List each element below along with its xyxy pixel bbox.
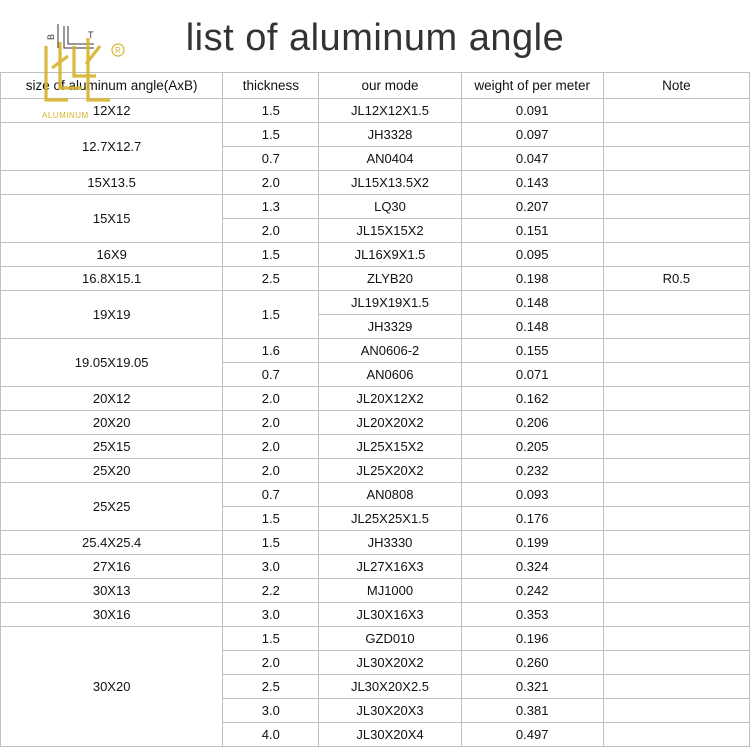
cell-size: 25X25 bbox=[1, 483, 223, 531]
cell-mode: JL25X15X2 bbox=[319, 435, 461, 459]
header-size: size of aluminum angle(AxB) bbox=[1, 73, 223, 99]
page-title: list of aluminum angle bbox=[185, 17, 565, 59]
cell-weight: 0.148 bbox=[461, 291, 603, 315]
cell-weight: 0.497 bbox=[461, 723, 603, 747]
cell-mode: JL30X20X2.5 bbox=[319, 675, 461, 699]
cell-thickness: 2.0 bbox=[223, 459, 319, 483]
cell-size: 30X20 bbox=[1, 627, 223, 747]
cell-thickness: 1.5 bbox=[223, 243, 319, 267]
cell-thickness: 1.5 bbox=[223, 627, 319, 651]
cell-thickness: 2.0 bbox=[223, 387, 319, 411]
table-row bbox=[1, 291, 750, 315]
cell-mode: JH3328 bbox=[319, 123, 461, 147]
cell-thickness: 2.0 bbox=[223, 651, 319, 675]
cell-weight: 0.095 bbox=[461, 243, 603, 267]
cell-note bbox=[603, 699, 749, 723]
cell-weight: 0.353 bbox=[461, 603, 603, 627]
cell-mode: JL27X16X3 bbox=[319, 555, 461, 579]
cell-weight: 0.091 bbox=[461, 99, 603, 123]
cell-note bbox=[603, 171, 749, 195]
cell-thickness: 1.5 bbox=[223, 507, 319, 531]
cell-mode: AN0808 bbox=[319, 483, 461, 507]
cell-weight: 0.206 bbox=[461, 411, 603, 435]
cell-note bbox=[603, 723, 749, 747]
cell-size: 15X15 bbox=[1, 195, 223, 243]
cell-weight: 0.207 bbox=[461, 195, 603, 219]
table-row bbox=[1, 627, 750, 651]
cell-note bbox=[603, 435, 749, 459]
cell-note bbox=[603, 459, 749, 483]
cell-thickness: 2.2 bbox=[223, 579, 319, 603]
cell-note bbox=[603, 675, 749, 699]
cell-thickness: 2.5 bbox=[223, 675, 319, 699]
cell-mode: MJ1000 bbox=[319, 579, 461, 603]
cell-thickness: 1.5 bbox=[223, 291, 319, 339]
table-row bbox=[1, 99, 750, 123]
cell-size: 25X20 bbox=[1, 459, 223, 483]
cell-mode: JL25X20X2 bbox=[319, 459, 461, 483]
angle-profile-diagram bbox=[44, 22, 100, 50]
cell-thickness: 3.0 bbox=[223, 699, 319, 723]
header-weight: weight of per meter bbox=[461, 73, 603, 99]
cell-note bbox=[603, 507, 749, 531]
cell-size: 19.05X19.05 bbox=[1, 339, 223, 387]
cell-weight: 0.198 bbox=[461, 267, 603, 291]
cell-mode: GZD010 bbox=[319, 627, 461, 651]
table-row bbox=[1, 435, 750, 459]
cell-weight: 0.260 bbox=[461, 651, 603, 675]
cell-size: 30X13 bbox=[1, 579, 223, 603]
cell-note bbox=[603, 147, 749, 171]
cell-mode: AN0606 bbox=[319, 363, 461, 387]
cell-thickness: 0.7 bbox=[223, 483, 319, 507]
diagram-label-t: T bbox=[88, 30, 94, 40]
cell-weight: 0.321 bbox=[461, 675, 603, 699]
cell-mode: AN0404 bbox=[319, 147, 461, 171]
cell-size: 19X19 bbox=[1, 291, 223, 339]
cell-thickness: 3.0 bbox=[223, 603, 319, 627]
diagram-label-b: B bbox=[46, 33, 56, 40]
cell-weight: 0.196 bbox=[461, 627, 603, 651]
cell-mode: JL15X15X2 bbox=[319, 219, 461, 243]
cell-note bbox=[603, 555, 749, 579]
cell-thickness: 1.6 bbox=[223, 339, 319, 363]
cell-mode: JL30X20X2 bbox=[319, 651, 461, 675]
cell-weight: 0.232 bbox=[461, 459, 603, 483]
table-row bbox=[1, 123, 750, 147]
cell-size: 27X16 bbox=[1, 555, 223, 579]
header-mode: our mode bbox=[319, 73, 461, 99]
cell-size: 16X9 bbox=[1, 243, 223, 267]
cell-note bbox=[603, 339, 749, 363]
cell-note bbox=[603, 291, 749, 315]
table-body bbox=[1, 99, 750, 747]
cell-weight: 0.324 bbox=[461, 555, 603, 579]
cell-note: R0.5 bbox=[603, 267, 749, 291]
cell-mode: JL12X12X1.5 bbox=[319, 99, 461, 123]
cell-weight: 0.205 bbox=[461, 435, 603, 459]
cell-mode: JL20X12X2 bbox=[319, 387, 461, 411]
cell-size: 20X12 bbox=[1, 387, 223, 411]
table-row bbox=[1, 531, 750, 555]
cell-thickness: 2.0 bbox=[223, 435, 319, 459]
table-row bbox=[1, 579, 750, 603]
table-row bbox=[1, 483, 750, 507]
header-note: Note bbox=[603, 73, 749, 99]
cell-weight: 0.162 bbox=[461, 387, 603, 411]
cell-mode: JL30X20X4 bbox=[319, 723, 461, 747]
cell-weight: 0.151 bbox=[461, 219, 603, 243]
aluminum-angle-table bbox=[0, 72, 750, 747]
table-row bbox=[1, 555, 750, 579]
cell-size: 25.4X25.4 bbox=[1, 531, 223, 555]
cell-mode: JL15X13.5X2 bbox=[319, 171, 461, 195]
cell-weight: 0.071 bbox=[461, 363, 603, 387]
table-row bbox=[1, 387, 750, 411]
cell-weight: 0.199 bbox=[461, 531, 603, 555]
cell-note bbox=[603, 483, 749, 507]
cell-mode: JL19X19X1.5 bbox=[319, 291, 461, 315]
cell-mode: JL25X25X1.5 bbox=[319, 507, 461, 531]
cell-weight: 0.155 bbox=[461, 339, 603, 363]
cell-note bbox=[603, 195, 749, 219]
cell-size: 25X15 bbox=[1, 435, 223, 459]
logo-brand-text: ALUMINUM bbox=[42, 111, 89, 120]
cell-mode: JH3330 bbox=[319, 531, 461, 555]
cell-weight: 0.097 bbox=[461, 123, 603, 147]
cell-size: 20X20 bbox=[1, 411, 223, 435]
cell-note bbox=[603, 603, 749, 627]
cell-thickness: 2.0 bbox=[223, 219, 319, 243]
cell-size: 15X13.5 bbox=[1, 171, 223, 195]
cell-mode: ZLYB20 bbox=[319, 267, 461, 291]
cell-thickness: 1.5 bbox=[223, 531, 319, 555]
cell-note bbox=[603, 315, 749, 339]
cell-note bbox=[603, 651, 749, 675]
cell-mode: JL20X20X2 bbox=[319, 411, 461, 435]
cell-thickness: 2.0 bbox=[223, 411, 319, 435]
cell-note bbox=[603, 579, 749, 603]
header-thickness: thickness bbox=[223, 73, 319, 99]
cell-thickness: 0.7 bbox=[223, 363, 319, 387]
table-row bbox=[1, 243, 750, 267]
cell-size: 16.8X15.1 bbox=[1, 267, 223, 291]
table-row bbox=[1, 171, 750, 195]
table-header-row bbox=[1, 73, 750, 99]
cell-weight: 0.148 bbox=[461, 315, 603, 339]
cell-thickness: 0.7 bbox=[223, 147, 319, 171]
cell-weight: 0.143 bbox=[461, 171, 603, 195]
cell-size: 12.7X12.7 bbox=[1, 123, 223, 171]
cell-thickness: 2.0 bbox=[223, 171, 319, 195]
cell-note bbox=[603, 627, 749, 651]
cell-thickness: 1.5 bbox=[223, 99, 319, 123]
table-row bbox=[1, 195, 750, 219]
table-row bbox=[1, 339, 750, 363]
svg-text:R: R bbox=[115, 46, 121, 55]
cell-mode: JL30X20X3 bbox=[319, 699, 461, 723]
cell-note bbox=[603, 219, 749, 243]
cell-note bbox=[603, 411, 749, 435]
cell-thickness: 3.0 bbox=[223, 555, 319, 579]
cell-thickness: 4.0 bbox=[223, 723, 319, 747]
cell-note bbox=[603, 123, 749, 147]
cell-mode: JL30X16X3 bbox=[319, 603, 461, 627]
cell-mode: JL16X9X1.5 bbox=[319, 243, 461, 267]
table-row bbox=[1, 267, 750, 291]
table-row bbox=[1, 603, 750, 627]
cell-weight: 0.381 bbox=[461, 699, 603, 723]
cell-thickness: 1.3 bbox=[223, 195, 319, 219]
cell-note bbox=[603, 243, 749, 267]
cell-note bbox=[603, 99, 749, 123]
table-row bbox=[1, 411, 750, 435]
cell-mode: LQ30 bbox=[319, 195, 461, 219]
cell-note bbox=[603, 363, 749, 387]
cell-size: 12X12 bbox=[1, 99, 223, 123]
cell-thickness: 1.5 bbox=[223, 123, 319, 147]
cell-weight: 0.242 bbox=[461, 579, 603, 603]
cell-weight: 0.176 bbox=[461, 507, 603, 531]
cell-mode: JH3329 bbox=[319, 315, 461, 339]
table-row bbox=[1, 459, 750, 483]
cell-weight: 0.093 bbox=[461, 483, 603, 507]
cell-note bbox=[603, 387, 749, 411]
cell-weight: 0.047 bbox=[461, 147, 603, 171]
cell-note bbox=[603, 531, 749, 555]
cell-thickness: 2.5 bbox=[223, 267, 319, 291]
cell-size: 30X16 bbox=[1, 603, 223, 627]
cell-mode: AN0606-2 bbox=[319, 339, 461, 363]
